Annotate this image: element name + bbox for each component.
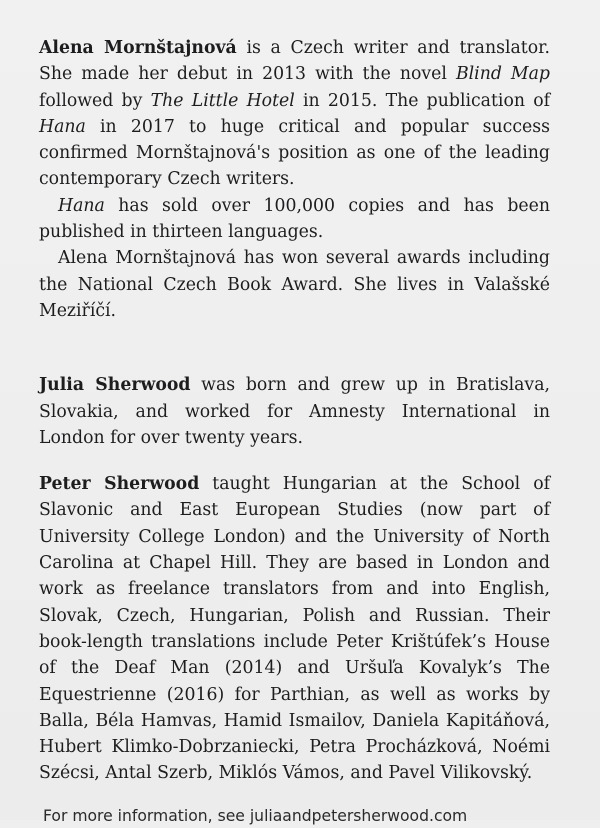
book-title-hana: Hana — [39, 116, 86, 137]
translator-julia-paragraph — [39, 372, 550, 451]
translator-julia-text: was born and grew up in Bratislava, Slovakia, and worked for Amnesty International in London for over twenty years. — [39, 375, 550, 448]
translator-peter-text: taught Hungarian at the School of Slavonic and East European Studies (now part of University College London) and the University of North Carolina at Chapel Hill. They are based in London and work as freelance translators from and into English, Slovak, Czech, Hungarian, Polish and Russian. Their book-length translations include Peter Krištúfek’s House of the Deaf Man (2014) and Uršuľa Kovalyk’s The Equestrienne (2016) for Parthian, as well as works by Balla, Béla Hamvas, Hamid Ismailov, Daniela Kapitáňová, Hubert Klimko-Dobrzaniecki, Petra Procházková, Noémi Szécsi, Antal Szerb, Miklós Vámos, and Pavel Vilikovský. — [39, 474, 550, 784]
author-intro-text-1: is a Czech writer and translator. She made her debut in 2013 with the novel — [39, 38, 550, 85]
translator-peter-name: Peter Sherwood — [39, 474, 200, 495]
author-intro-text-2: followed by — [39, 90, 151, 111]
paragraph-spacer — [39, 451, 550, 471]
author-intro-text-3: in 2015. The publication of — [294, 90, 551, 111]
sales-text: has sold over 100,000 copies and has been published in thirteen languages. — [39, 195, 550, 243]
translator-peter-paragraph — [39, 471, 550, 787]
author-sales-paragraph — [39, 193, 550, 246]
author-name: Alena Mornštajnová — [39, 38, 237, 58]
book-title-little-hotel: The Little Hotel — [150, 90, 295, 111]
section-spacer — [39, 324, 550, 372]
author-intro-text-4: in 2017 to huge critical and popular success confirmed Mornštajnová's position as one of the leading contemporary Czech writers. — [39, 116, 550, 190]
author-bio-paragraph — [39, 35, 550, 193]
sales-book-title: Hana — [58, 195, 105, 216]
more-information-line: For more information, see juliaandpetersherwood.com — [43, 806, 468, 825]
translator-julia-name: Julia Sherwood — [39, 375, 191, 396]
book-title-blind-map: Blind Map — [455, 64, 550, 85]
author-awards-paragraph: Alena Mornštajnová has won several awards including the National Czech Book Award. She lives in Valašské Meziříčí. — [39, 248, 550, 321]
